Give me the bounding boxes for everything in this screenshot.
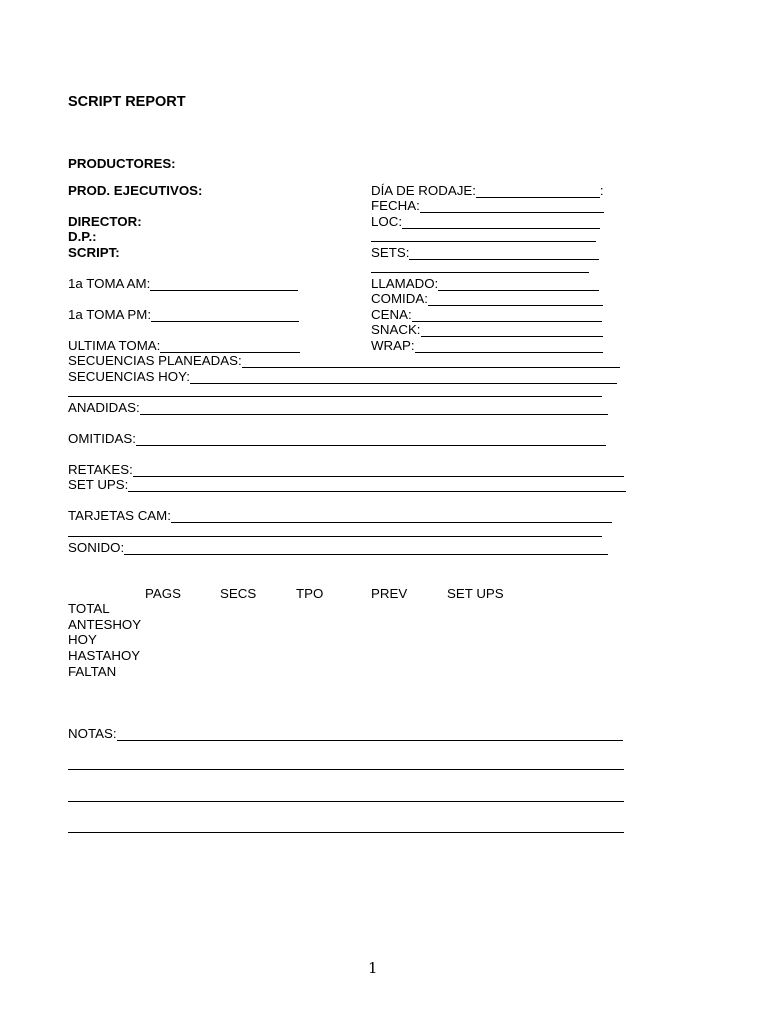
toma-am-line: [150, 278, 298, 291]
row-label-hastahoy: HASTAHOY: [68, 648, 141, 663]
tarjetas-cam-field[interactable]: [68, 508, 612, 523]
snack-label: SNACK:: [371, 322, 421, 337]
retakes-field[interactable]: [68, 462, 624, 477]
fecha-label: FECHA:: [371, 198, 420, 213]
wrap-line: [415, 340, 603, 353]
dia-rodaje-field[interactable]: [371, 183, 604, 198]
comida-field[interactable]: [371, 291, 603, 306]
llamado-field[interactable]: [371, 276, 599, 291]
fecha-field[interactable]: [371, 198, 604, 213]
llamado-label: LLAMADO:: [371, 276, 439, 291]
comida-line: [428, 293, 603, 306]
retakes-label: RETAKES:: [68, 462, 133, 477]
tarjetas-cam-line: [171, 510, 612, 523]
notas-line-3[interactable]: [68, 801, 624, 802]
fecha-line: [420, 200, 604, 213]
sonido-line: [124, 542, 608, 555]
omitidas-label: OMITIDAS:: [68, 431, 136, 446]
sets-field[interactable]: [371, 245, 599, 260]
set-ups-line: [128, 479, 626, 492]
loc-line: [402, 216, 600, 229]
notas-line-4[interactable]: [68, 832, 624, 833]
secuencias-hoy-line: [190, 371, 617, 384]
notas-line-2[interactable]: [68, 769, 624, 770]
wrap-label: WRAP:: [371, 338, 415, 353]
loc-label: LOC:: [371, 214, 403, 229]
toma-pm-field[interactable]: [68, 307, 299, 322]
anadidas-field[interactable]: [68, 400, 608, 415]
loc-field[interactable]: [371, 214, 600, 229]
anadidas-label: ANADIDAS:: [68, 400, 140, 415]
col-header-prev: PREV: [371, 586, 408, 601]
notas-label: NOTAS:: [68, 726, 117, 741]
ultima-toma-line: [160, 340, 300, 353]
script-label: SCRIPT:: [68, 245, 120, 260]
dia-rodaje-label: DÍA DE RODAJE:: [371, 183, 476, 198]
row-label-hoy: HOY: [68, 632, 97, 647]
set-ups-label: SET UPS:: [68, 477, 129, 492]
secuencias-planeadas-label: SECUENCIAS PLANEADAS:: [68, 353, 242, 368]
toma-pm-line: [151, 309, 299, 322]
notas-field[interactable]: [68, 726, 623, 741]
secuencias-hoy-field[interactable]: [68, 369, 617, 384]
sonido-label: SONIDO:: [68, 540, 125, 555]
omitidas-line: [136, 433, 606, 446]
sonido-field[interactable]: [68, 540, 608, 555]
tarjetas-continuation-line[interactable]: [68, 536, 602, 537]
dp-label: D.P.:: [68, 229, 97, 244]
col-header-secs: SECS: [220, 586, 257, 601]
sets-continuation-line[interactable]: [371, 272, 589, 273]
director-label: DIRECTOR:: [68, 214, 142, 229]
productores-label: PRODUCTORES:: [68, 156, 176, 171]
toma-am-field[interactable]: [68, 276, 298, 291]
loc-continuation-line[interactable]: [371, 241, 596, 242]
row-label-faltan: FALTAN: [68, 664, 117, 679]
retakes-line: [133, 464, 624, 477]
omitidas-field[interactable]: [68, 431, 606, 446]
toma-am-label: 1a TOMA AM:: [68, 276, 151, 291]
report-title: SCRIPT REPORT: [68, 94, 186, 110]
secuencias-planeadas-field[interactable]: [68, 353, 620, 368]
snack-line: [421, 324, 603, 337]
col-header-tpo: TPO: [296, 586, 324, 601]
secuencias-hoy-label: SECUENCIAS HOY:: [68, 369, 190, 384]
cena-line: [412, 309, 602, 322]
wrap-field[interactable]: [371, 338, 603, 353]
col-header-set-ups: SET UPS: [447, 586, 504, 601]
dia-rodaje-end: :: [599, 183, 604, 198]
col-header-pags: PAGS: [145, 586, 181, 601]
llamado-line: [438, 278, 599, 291]
sets-line: [409, 247, 599, 260]
cena-label: CENA:: [371, 307, 412, 322]
snack-field[interactable]: [371, 322, 603, 337]
comida-label: COMIDA:: [371, 291, 428, 306]
sets-label: SETS:: [371, 245, 410, 260]
set-ups-field[interactable]: [68, 477, 626, 492]
secuencias-continuation-line[interactable]: [68, 396, 602, 397]
dia-rodaje-line: [476, 185, 600, 198]
secuencias-planeadas-line: [242, 355, 620, 368]
tarjetas-cam-label: TARJETAS CAM:: [68, 508, 171, 523]
page-number: 1: [368, 959, 378, 977]
row-label-anteshoy: ANTESHOY: [68, 617, 142, 632]
ultima-toma-field[interactable]: [68, 338, 300, 353]
toma-pm-label: 1a TOMA PM:: [68, 307, 152, 322]
prod-ejecutivos-label: PROD. EJECUTIVOS:: [68, 183, 203, 198]
ultima-toma-label: ULTIMA TOMA:: [68, 338, 161, 353]
row-label-total: TOTAL: [68, 601, 110, 616]
cena-field[interactable]: [371, 307, 602, 322]
notas-line: [117, 728, 623, 741]
anadidas-line: [140, 402, 608, 415]
